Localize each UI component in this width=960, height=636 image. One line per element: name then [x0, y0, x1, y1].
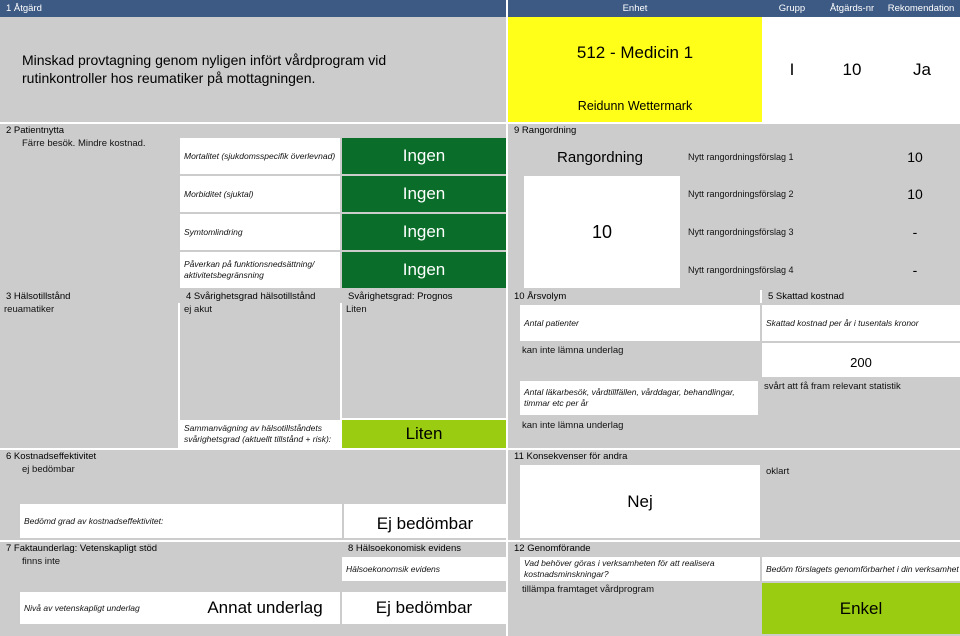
forslag-1-label: Nytt rangordningsförslag 1: [688, 152, 794, 162]
genomforbarhet-result: Enkel: [762, 583, 960, 634]
rekommendation-header: Rekomendation: [882, 0, 960, 17]
konsekvenser-header: 11 Konsekvenser för andra: [508, 450, 960, 463]
faktaunderlag-header: 7 Faktaunderlag: Vetenskapligt stöd: [0, 542, 342, 555]
kostnad-note: svårt att få fram relevant statistik: [764, 381, 901, 392]
kostnadseffektivitet-header: 6 Kostnadseffektivitet: [0, 450, 506, 463]
prognos-header: Svårighetsgrad: Prognos: [342, 290, 506, 303]
prognos-value: Liten: [342, 303, 506, 418]
atgard-header: 1 Åtgärd: [0, 0, 506, 17]
antal-besok-value: kan inte lämna underlag: [522, 419, 624, 431]
konsekvenser-note: oklart: [766, 466, 790, 477]
genomforande-header: 12 Genomförande: [508, 542, 960, 555]
patientnytta-text: Färre besök. Mindre kostnad.: [22, 138, 146, 149]
forslag-2-value: 10: [907, 186, 923, 202]
morbiditet-label: Morbiditet (sjuktal): [180, 176, 340, 212]
forslag-3-value: -: [912, 224, 918, 240]
antal-besok-label: Antal läkarbesök, vårdtillfällen, vårddagar, behandlingar, timmar etc per år: [520, 381, 758, 415]
mortalitet-label: Mortalitet (sjukdomsspecifik överlevnad): [180, 138, 340, 174]
halsoekonomisk-header: 8 Hälsoekonomisk evidens: [342, 542, 506, 555]
symtomlindring-value: Ingen: [342, 214, 506, 250]
arsvolym-header: 10 Årsvolym: [508, 290, 760, 303]
faktaunderlag-label: Nivå av vetenskapligt underlag: [20, 592, 190, 624]
atgard-panel: [0, 17, 506, 122]
halsotillstand-value: reuamatiker: [0, 303, 178, 448]
kostnadseffektivitet-result: Ej bedömbar: [344, 504, 506, 538]
atgards-nr-value: 10: [824, 17, 880, 122]
kostnadseffektivitet-value: ej bedömbar: [22, 464, 75, 475]
faktaunderlag-result: Annat underlag: [190, 592, 340, 624]
faktaunderlag-value: finns inte: [22, 556, 61, 567]
atgards-nr-header: Åtgärds-nr: [822, 0, 882, 17]
atgard-title: Minskad provtagning genom nyligen infört vårdprogram vid rutinkontroller hos reumatiker på mottagningen.: [22, 52, 387, 86]
svarighetsgrad-value: ej akut: [180, 303, 340, 448]
antal-patienter-value: kan inte lämna underlag: [522, 344, 624, 356]
rangordning-value: 10: [524, 176, 680, 288]
rangordning-header: 9 Rangordning: [508, 124, 960, 138]
kostnadseffektivitet-label: Bedömd grad av kostnadseffektivitet:: [20, 504, 342, 538]
halsotillstand-header: 3 Hälsotillstånd: [0, 290, 180, 303]
person-name: Reidunn Wettermark: [577, 99, 693, 113]
enhet-header: Enhet: [508, 0, 762, 17]
patientnytta-header: 2 Patientnytta: [0, 124, 506, 138]
genomforande-answer: tillämpa framtaget vårdprogram: [522, 583, 654, 595]
sammanvagning-label: Sammanvägning av hälsotillståndets svårighetsgrad (aktuellt tillstånd + risk):: [180, 420, 340, 448]
forslag-4-value: -: [912, 262, 918, 278]
forslag-4-label: Nytt rangordningsförslag 4: [688, 265, 794, 275]
konsekvenser-value: Nej: [520, 465, 760, 538]
kostnad-header: 5 Skattad kostnad: [762, 290, 960, 303]
enhet-value: 512 - Medicin 1: [576, 43, 694, 62]
funktion-value: Ingen: [342, 252, 506, 288]
halsoekonomisk-label: Hälsoekonomsik evidens: [342, 557, 506, 581]
svarighetsgrad-header: 4 Svårighetsgrad hälsotillstånd: [180, 290, 342, 303]
morbiditet-value: Ingen: [342, 176, 506, 212]
kostnad-value: 200: [762, 343, 960, 377]
rangordning-title: Rangordning: [557, 148, 643, 166]
genomforande-question: Vad behöver göras i verksamheten för att realisera kostnadsminskningar?: [520, 557, 760, 581]
rekommendation-value: Ja: [884, 17, 960, 122]
genomforbarhet-label: Bedöm förslagets genomförbarhet i din verksamhet: [762, 557, 960, 581]
forslag-3-label: Nytt rangordningsförslag 3: [688, 227, 794, 237]
sammanvagning-value: Liten: [342, 420, 506, 448]
antal-patienter-label: Antal patienter: [520, 305, 760, 341]
grupp-header: Grupp: [762, 0, 822, 17]
kostnad-label: Skattad kostnad per år i tusentals kronor: [762, 305, 960, 341]
funktion-label: Påverkan på funktionsnedsättning/ aktivitetsbegränsning: [180, 252, 340, 288]
forslag-2-label: Nytt rangordningsförslag 2: [688, 189, 794, 199]
halsoekonomisk-result: Ej bedömbar: [342, 592, 506, 624]
symtomlindring-label: Symtomlindring: [180, 214, 340, 250]
mortalitet-value: Ingen: [342, 138, 506, 174]
forslag-1-value: 10: [907, 149, 923, 165]
enhet-panel: [508, 17, 762, 122]
grupp-value: I: [764, 17, 820, 122]
